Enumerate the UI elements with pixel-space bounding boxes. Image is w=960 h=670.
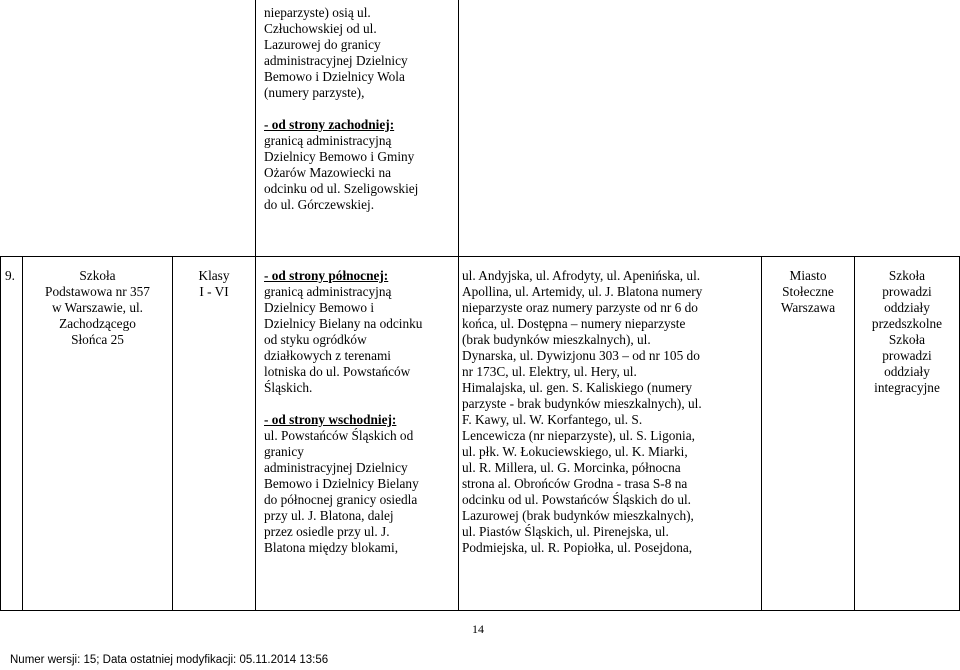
row-bottom-border — [0, 610, 960, 611]
notes-cell — [855, 268, 959, 396]
classes-line: Klasy — [198, 268, 230, 283]
top-line: nieparzyste) osią ul. — [264, 5, 371, 20]
top-section-left-border — [255, 0, 256, 256]
school-line: Szkoła — [79, 268, 116, 283]
owner-line: Warszawa — [780, 300, 836, 315]
street-line: Lencewicza (nr nieparzyste), ul. S. Ligonia, — [462, 428, 695, 443]
boundary-line: Dzielnicy Bemowo i — [264, 300, 375, 315]
boundary-line: przez osiedle przy ul. J. — [264, 524, 390, 539]
notes-line: Szkoła — [888, 268, 926, 283]
page-number: 14 — [472, 622, 484, 636]
version-footer: Numer wersji: 15; Data ostatniej modyfikacji: 05.11.2014 13:56 — [10, 654, 329, 666]
street-line: Himalajska, ul. gen. S. Kaliskiego (numery — [462, 380, 693, 395]
school-line: Podstawowa nr 357 — [45, 284, 150, 299]
col-border-5 — [458, 256, 459, 611]
top-line: Dzielnicy Bemowo i Gminy — [264, 149, 415, 164]
top-section-right-border — [458, 0, 459, 256]
street-line: Dynarska, ul. Dywizjonu 303 – od nr 105 do — [462, 348, 700, 363]
top-line: odcinku od ul. Szeligowskiej — [264, 181, 419, 196]
boundary-line: granicą administracyjną — [264, 284, 392, 299]
street-line: końca, ul. Dostępna – numery nieparzyste — [462, 316, 686, 331]
east-heading: - od strony wschodniej: — [264, 412, 397, 427]
street-line: nr 173C, ul. Elektry, ul. Hery, ul. — [462, 364, 637, 379]
boundary-line: Bemowo i Dzielnicy Bielany — [264, 476, 419, 491]
notes-line: Szkoła — [888, 332, 926, 347]
col-border-3 — [172, 256, 173, 611]
street-line: Lazurowej (brak budynków mieszkalnych), — [462, 508, 694, 523]
school-line: Słońca 25 — [71, 332, 124, 347]
streets-cell — [462, 268, 702, 556]
street-line: nieparzyste oraz numery parzyste od nr 6 do — [462, 300, 698, 315]
top-line: Lazurowej do granicy — [264, 37, 381, 52]
owner-line: Stołeczne — [782, 284, 834, 299]
top-line: Ożarów Mazowiecki na — [264, 165, 392, 180]
notes-line: oddziały — [884, 300, 930, 315]
street-line: (brak budynków mieszkalnych), ul. — [462, 332, 651, 347]
school-name-cell — [23, 268, 172, 348]
owner-line: Miasto — [789, 268, 827, 283]
row-number: 9. — [5, 268, 15, 283]
notes-line: oddziały — [884, 364, 930, 379]
boundary-line: lotniska do ul. Powstańców — [264, 364, 411, 379]
top-line: Człuchowskiej od ul. — [264, 21, 377, 36]
top-line: (numery parzyste), — [264, 85, 365, 100]
street-line: strona al. Obrońców Grodna - trasa S-8 na — [462, 476, 688, 491]
col-border-4 — [255, 256, 256, 611]
school-line: w Warszawie, ul. — [52, 300, 143, 315]
boundary-line: ul. Powstańców Śląskich od — [264, 428, 414, 443]
col-border-1 — [0, 256, 1, 611]
top-line: Bemowo i Dzielnicy Wola — [264, 69, 405, 84]
north-heading: - od strony północnej: — [264, 268, 389, 283]
top-line: administracyjnej Dzielnicy — [264, 53, 408, 68]
notes-line: prowadzi — [882, 348, 932, 363]
street-line: ul. R. Millera, ul. G. Morcinka, północna — [462, 460, 681, 475]
street-line: ul. Andyjska, ul. Afrodyty, ul. Apenińska, ul. — [462, 268, 701, 283]
street-line: ul. Piastów Śląskich, ul. Pirenejska, ul. — [462, 524, 669, 539]
boundary-line: administracyjnej Dzielnicy — [264, 460, 408, 475]
street-line: Podmiejska, ul. R. Popiołka, ul. Posejdona, — [462, 540, 693, 555]
boundary-line: Blatona między blokami, — [264, 540, 399, 555]
boundary-line: przy ul. J. Blatona, dalej — [264, 508, 394, 523]
boundary-line: działkowych z terenami — [264, 348, 392, 363]
boundary-line: od styku ogródków — [264, 332, 367, 347]
row-top-border — [0, 256, 960, 257]
owner-cell — [762, 268, 854, 316]
boundary-line: granicy — [264, 444, 304, 459]
street-line: ul. płk. W. Łokuciewskiego, ul. K. Miarki, — [462, 444, 688, 459]
school-line: Zachodzącego — [59, 316, 136, 331]
street-line: parzyste - brak budynków mieszkalnych), ul. — [462, 396, 702, 411]
west-heading: - od strony zachodniej: — [264, 117, 395, 132]
top-line: do ul. Górczewskiej. — [264, 197, 375, 212]
top-line: granicą administracyjną — [264, 133, 392, 148]
boundaries-cell — [264, 268, 422, 556]
classes-cell — [173, 268, 255, 300]
boundary-line: Śląskich. — [264, 380, 313, 395]
notes-line: prowadzi — [882, 284, 932, 299]
notes-line: przedszkolne — [871, 316, 943, 331]
boundary-line: do północnej granicy osiedla — [264, 492, 418, 507]
top-area-cell — [264, 5, 418, 213]
classes-line: I - VI — [199, 284, 229, 299]
street-line: Apollina, ul. Artemidy, ul. J. Blatona numery — [462, 284, 703, 299]
boundary-line: Dzielnicy Bielany na odcinku — [264, 316, 423, 331]
notes-line: integracyjne — [874, 380, 940, 395]
street-line: odcinku od ul. Powstańców Śląskich do ul. — [462, 492, 691, 507]
street-line: F. Kawy, ul. W. Korfantego, ul. S. — [462, 412, 643, 427]
